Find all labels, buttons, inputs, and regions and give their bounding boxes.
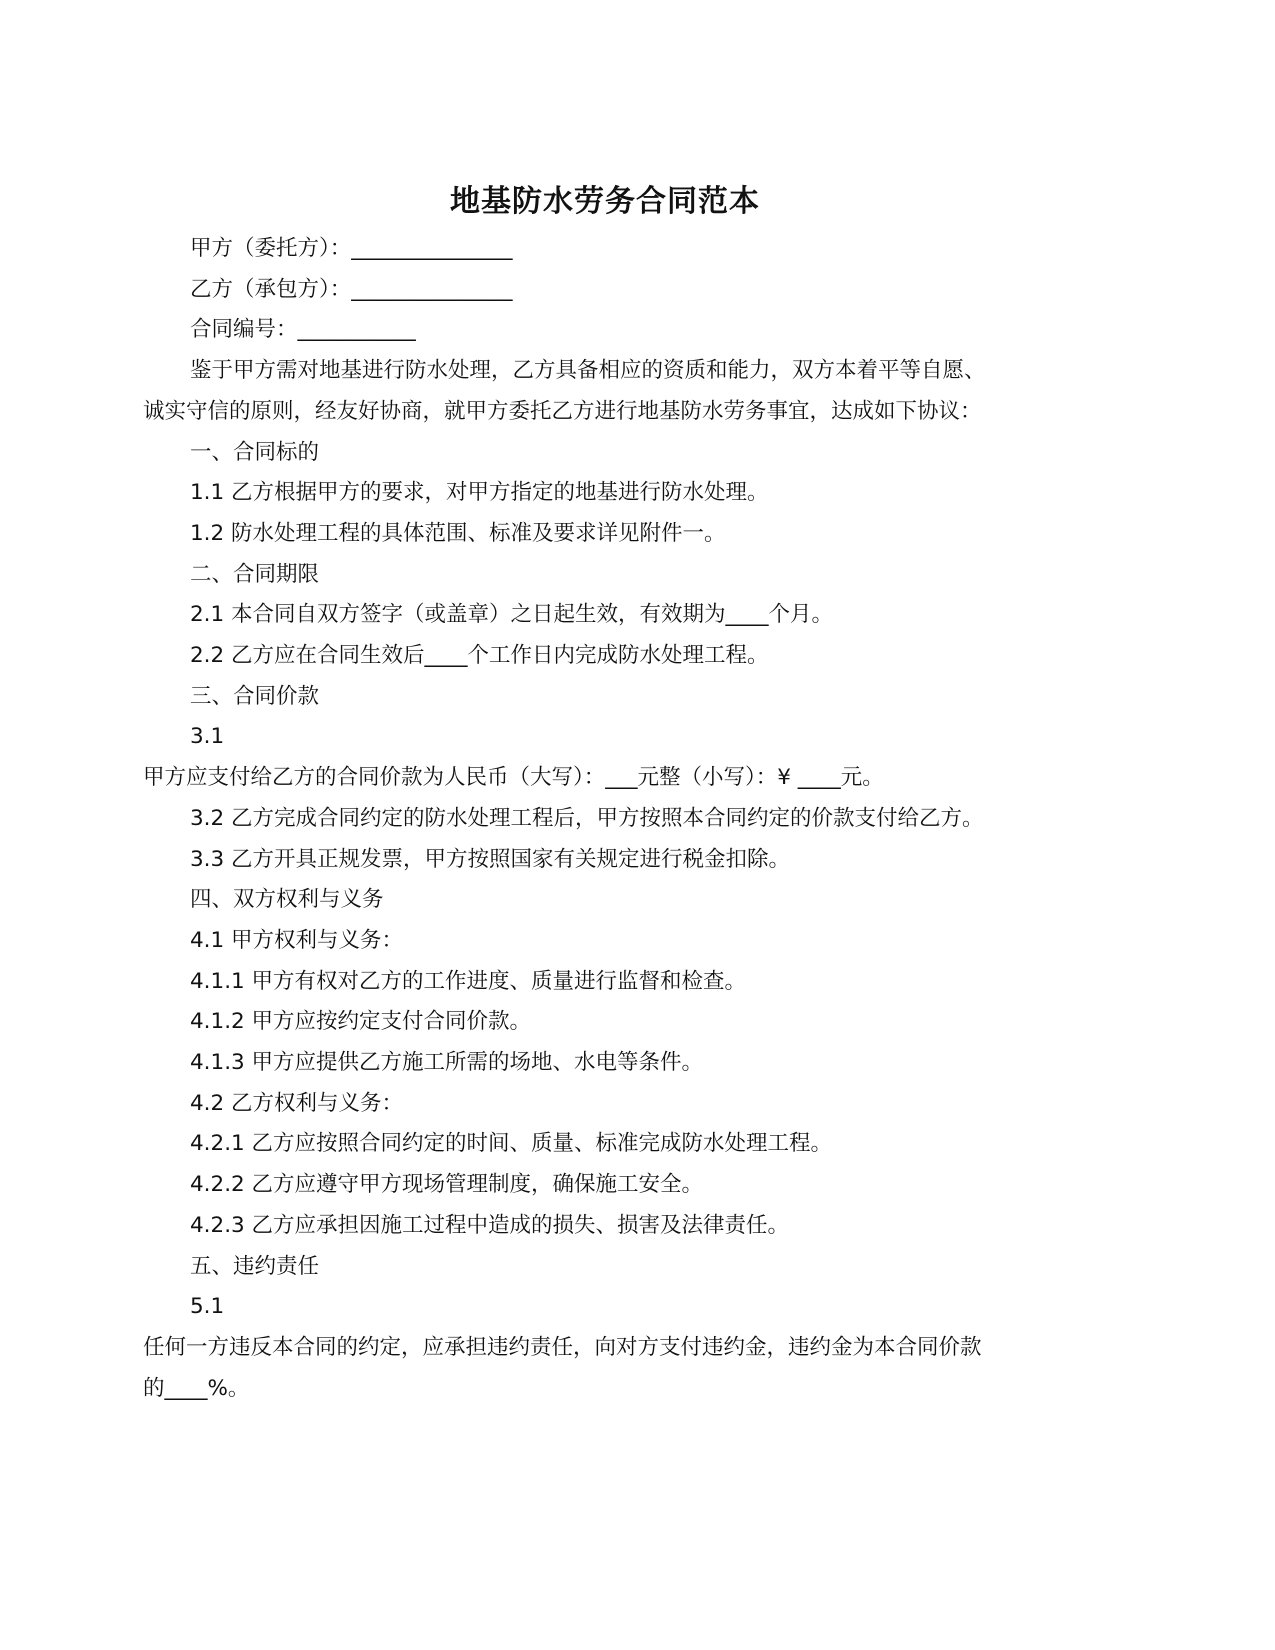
paragraph-line: 3.3 乙方开具正规发票，甲方按照国家有关规定进行税金扣除。: [190, 846, 791, 872]
paragraph-line: 乙方（承包方）：_______________: [190, 276, 513, 302]
paragraph-line: 1.1 乙方根据甲方的要求，对甲方指定的地基进行防水处理。: [190, 480, 769, 506]
paragraph-line: 甲方（委托方）：_______________: [190, 236, 513, 261]
paragraph-line: 诚实守信的原则，经友好协商，就甲方委托乙方进行地基防水劳务事宜，达成如下协议：: [143, 398, 982, 424]
paragraph-line: 4.1 甲方权利与义务：: [190, 927, 404, 953]
paragraph-line: 甲方应支付给乙方的合同价款为人民币（大写）：___元整（小写）：¥ ____元。: [143, 765, 884, 791]
paragraph-line: 2.2 乙方应在合同生效后____个工作日内完成防水处理工程。: [190, 643, 769, 669]
paragraph-line: 4.2.2 乙方应遵守甲方现场管理制度，确保施工安全。: [190, 1172, 704, 1198]
paragraph-line: 合同编号：___________: [190, 317, 416, 343]
paragraph-line: 4.1.2 甲方应按约定支付合同价款。: [190, 1009, 532, 1035]
paragraph-line: 一、合同标的: [190, 439, 320, 465]
paragraph-line: 的____%。: [143, 1375, 250, 1401]
paragraph-line: 3.1: [190, 724, 225, 750]
paragraph-line: 任何一方违反本合同的约定，应承担违约责任，向对方支付违约金，违约金为本合同价款: [143, 1334, 982, 1360]
paragraph-line: 4.2 乙方权利与义务：: [190, 1090, 404, 1116]
document-title: 地基防水劳务合同范本: [450, 184, 760, 219]
paragraph-line: 4.2.1 乙方应按照合同约定的时间、质量、标准完成防水处理工程。: [190, 1131, 833, 1157]
paragraph-line: 1.2 防水处理工程的具体范围、标准及要求详见附件一。: [190, 520, 726, 546]
paragraph-line: 鉴于甲方需对地基进行防水处理，乙方具备相应的资质和能力，双方本着平等自愿、: [190, 358, 986, 384]
paragraph-line: 二、合同期限: [190, 561, 320, 587]
paragraph-line: 2.1 本合同自双方签字（或盖章）之日起生效，有效期为____个月。: [190, 602, 834, 628]
paragraph-line: 3.2 乙方完成合同约定的防水处理工程后，甲方按照本合同约定的价款支付给乙方。: [190, 805, 984, 831]
paragraph-line: 五、违约责任: [190, 1253, 320, 1279]
paragraph-line: 5.1: [190, 1294, 225, 1320]
document-body: [143, 229, 1078, 1409]
paragraph-line: 三、合同价款: [190, 683, 320, 709]
paragraph-line: 4.1.3 甲方应提供乙方施工所需的场地、水电等条件。: [190, 1050, 704, 1076]
paragraph-line: 4.2.3 乙方应承担因施工过程中造成的损失、损害及法律责任。: [190, 1212, 790, 1238]
paragraph-line: 四、双方权利与义务: [190, 887, 384, 913]
paragraph-line: 4.1.1 甲方有权对乙方的工作进度、质量进行监督和检查。: [190, 968, 747, 994]
